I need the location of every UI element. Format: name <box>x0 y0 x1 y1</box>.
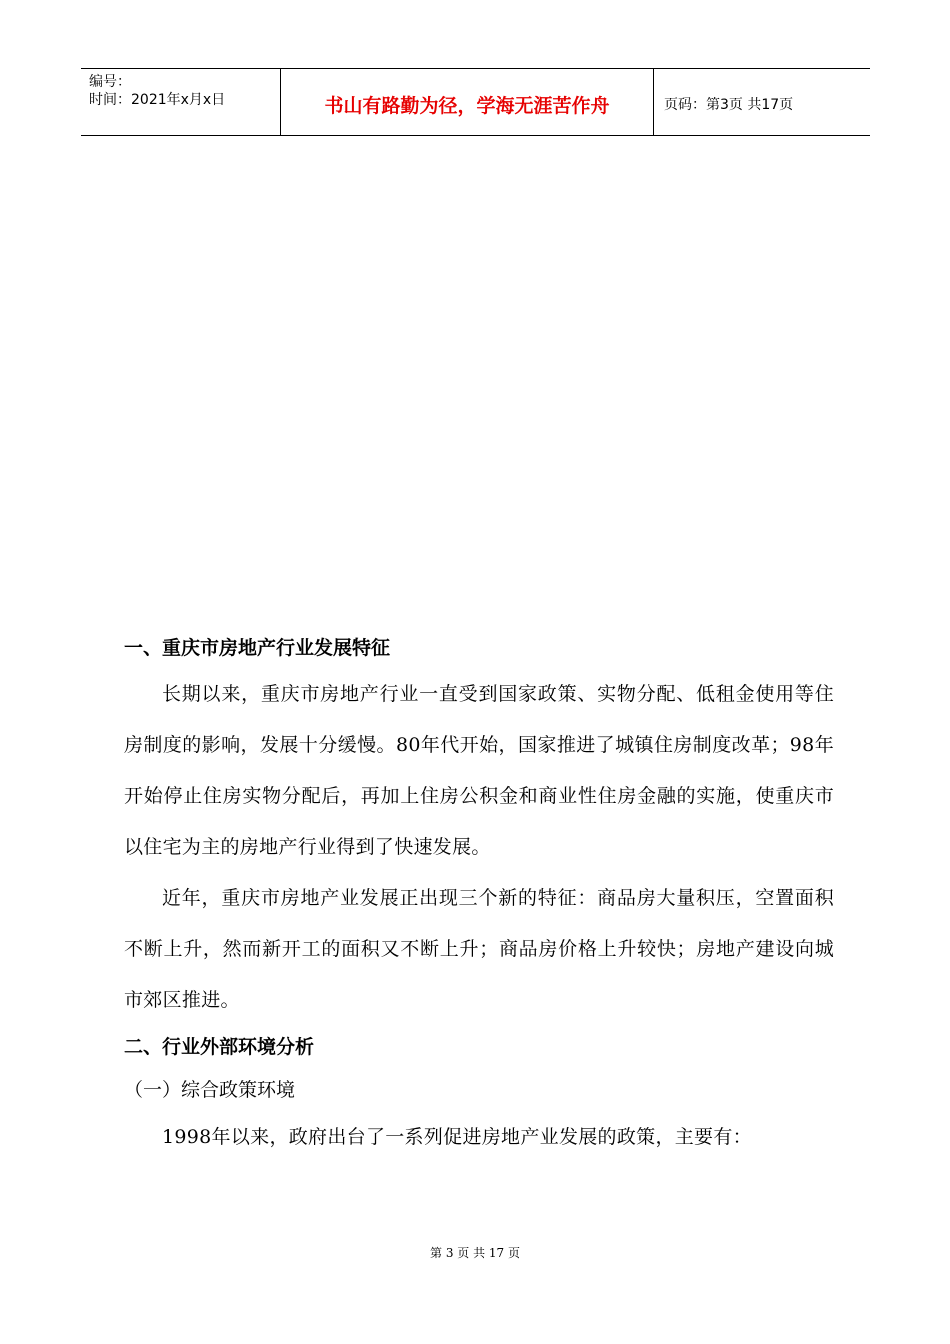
paragraph-1: 长期以来，重庆市房地产行业一直受到国家政策、实物分配、低租金使用等住房制度的影响，发展十分缓慢。80年代开始，国家推进了城镇住房制度改革；98年开始停止住房实物分配后，再加上住房公积金和商业性住房金融的实施，使重庆市以住宅为主的房地产行业得到了快速发展。 <box>124 683 834 858</box>
header-meta-cell <box>81 69 281 135</box>
subsection-heading-1: （一）综合政策环境 <box>124 1079 296 1101</box>
number-label: 编号： <box>89 74 131 90</box>
time-label: 时间：2021年x月x日 <box>89 92 226 108</box>
paragraph-3: 1998年以来，政府出台了一系列促进房地产业发展的政策，主要有： <box>162 1126 752 1148</box>
section-heading-1: 一、重庆市房地产行业发展特征 <box>124 637 391 659</box>
header-motto: 书山有路勤为径，学海无涯苦作舟 <box>281 69 654 135</box>
paragraph-2: 近年，重庆市房地产业发展正出现三个新的特征：商品房大量积压，空置面积不断上升，然而新开工的面积又不断上升；商品房价格上升较快；房地产建设向城市郊区推进。 <box>124 887 834 1011</box>
section-heading-2: 二、行业外部环境分析 <box>124 1036 315 1058</box>
page-footer: 第 3 页 共 17 页 <box>430 1246 520 1260</box>
header-table <box>81 68 870 136</box>
header-page-info: 页码：第3页 共17页 <box>664 97 794 113</box>
document-body <box>124 627 834 1163</box>
